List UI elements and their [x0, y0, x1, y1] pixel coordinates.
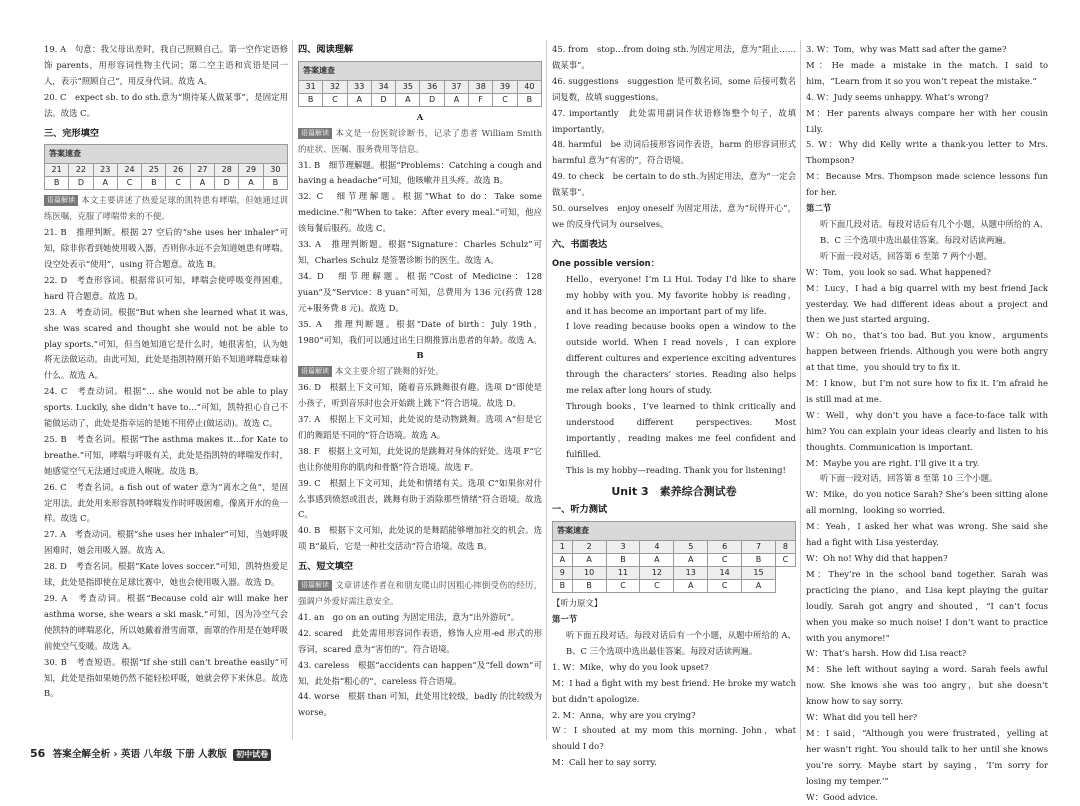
section-title-fill-blank: 五、短文填空 — [298, 561, 354, 573]
column-3 — [552, 42, 796, 771]
dialogue-line: M：I said，“Although you were frustrated，yelling at her wasn’t right. You should talk to her until she knows you’re sorry. Maybe start by saying，‘I’m sorry for losing my temper.’” — [806, 727, 1048, 786]
table-title: 答案速查 — [553, 522, 796, 541]
question-number: 32 — [323, 80, 347, 93]
dialogue-line: M：Lucy，I had a big quarrel with my best friend Jack yesterday. We had different ideas about a project and then we just started arguing. — [806, 282, 1048, 325]
page-number: 56 — [30, 747, 46, 760]
answer-cell: A — [572, 554, 606, 567]
question-number: 7 — [742, 541, 776, 554]
question-number: 15 — [742, 567, 776, 580]
answer-cell: C — [606, 580, 640, 593]
question-number: 10 — [572, 567, 606, 580]
question-number: 11 — [606, 567, 640, 580]
listening-original-label: 【听力原文】 — [552, 598, 603, 609]
essay-paragraph: This is my hobby—reading. Thank you for listening! — [566, 464, 786, 475]
answer-cell: A — [444, 93, 468, 106]
essay-label: One possible version： — [552, 257, 659, 268]
answer-cell: B — [263, 177, 287, 190]
answer-item: 43. careless 根据“accidents can happen”及“fell down”可知，此处指“粗心的”，careless 符合语境。 — [298, 659, 542, 686]
answer-cell: A — [239, 177, 263, 190]
answer-item: 38. F 根据上文可知，此处说的是跳舞对身体的好处。选项 F“它也让你使用你的肌肉和骨骼”符合语境。故选 F。 — [298, 445, 542, 472]
answer-cell: B — [45, 177, 69, 190]
answer-item: 45. from stop…from doing sth.为固定用法，意为“阻止……做某事”。 — [552, 44, 796, 70]
answer-cell: C — [117, 177, 141, 190]
passage-summary: 语篇解读 本文主要介绍了跳舞的好处。 — [298, 364, 542, 380]
dialogue-line: W：What did you tell her? — [806, 712, 918, 723]
answer-cell: C — [708, 580, 742, 593]
answer-cell: B — [742, 554, 776, 567]
dialogue-line: M：Her parents always compare her with her cousin Lily. — [806, 107, 1048, 134]
section-title-reading: 四、阅读理解 — [298, 44, 354, 55]
answer-cell: F — [469, 93, 493, 106]
essay-paragraph: Hello，everyone! I’m Li Hui. Today I’d like to share my hobby with you. My favorite hobby is reading，and it has become an important part of my life. — [566, 273, 796, 316]
answer-cell: C — [493, 93, 517, 106]
answer-cell: C — [775, 554, 795, 567]
table-title: 答案速查 — [299, 61, 542, 80]
answer-item: 30. B 考查短语。根据“If she still can’t breathe easily”可知，此处是指如果她仍然不能轻松呼吸，她就会停下来休息。故选 B。 — [44, 656, 288, 699]
answer-item: 27. A 考查动词。根据“she uses her inhaler”可知，当她呼吸困难时，她会用吸入器。故选 A。 — [44, 529, 288, 556]
column-divider — [292, 40, 293, 740]
dialogue-line: W：Good advice. — [806, 791, 878, 802]
dialogue-line: 4. W：Judy seems unhappy. What’s wrong? — [806, 91, 989, 102]
dialogue-line: 5. W：Why did Kelly write a thank-you letter to Mrs. Thompson? — [806, 139, 1048, 166]
answer-item: 19. A 句意：我父母出差时，我自己照顾自己。第一空作定语修饰 parents，用形容词性物主代词；第二空主语和宾语是同一人，表示“照顾自己”，用反身代词。故选 A。 — [44, 44, 288, 86]
dialogue-line: W：Tom，you look so sad. What happened? — [806, 266, 991, 277]
column-1 — [44, 42, 288, 702]
instruction: 听下面五段对话。每段对话后有一个小题，从题中所给的 A、B、C 三个选项中选出最佳答案。每段对话读两遍。 — [566, 630, 796, 656]
answer-item: 28. D 考查名词。根据“Kate loves soccer.”可知，凯特热爱足球，此处是指即使在足球比赛中，她也会使用吸入器。故选 D。 — [44, 561, 288, 588]
dialogue-line: 3. W：Tom，why was Matt sad after the game? — [806, 44, 1007, 54]
answer-cell: A — [674, 580, 708, 593]
passage-label-a: A — [416, 111, 424, 122]
question-number: 21 — [45, 164, 69, 177]
part-label: 第二节 — [806, 203, 832, 214]
answer-item: 47. importantly 此处需用副词作状语修饰整个句子，故填 importantly。 — [552, 107, 796, 134]
answer-cell: C — [323, 93, 347, 106]
column-2 — [298, 42, 542, 721]
answer-item: 36. D 根据上下文可知，随着音乐跳舞很有趣。选项 D“即使是小孩子，听到音乐时也会开始跳上跳下”符合语境。故选 D。 — [298, 382, 542, 409]
answer-cell: B — [606, 554, 640, 567]
summary-tag: 语篇解读 — [44, 195, 78, 206]
question-number: 4 — [640, 541, 674, 554]
answer-cell: C — [640, 580, 674, 593]
question-number: 29 — [239, 164, 263, 177]
dialogue-line: W：I shouted at my mom this morning. John，what should I do? — [552, 725, 796, 752]
answer-item: 42. scared 此处需用形容词作表语，修饰人应用-ed 形式的形容词，scared 意为“害怕的”，符合语境。 — [298, 627, 542, 654]
answer-cell: A — [742, 580, 776, 593]
section-title-cloze: 三、完形填空 — [44, 127, 100, 139]
question-number: 28 — [215, 164, 239, 177]
answer-cell: A — [640, 554, 674, 567]
question-number: 14 — [708, 567, 742, 580]
page-footer: 56 答案全解全析 › 英语 八年级 下册 人教版 初中试卷 — [30, 746, 271, 761]
question-number: 40 — [517, 80, 541, 93]
answer-quick-check-table — [44, 144, 288, 190]
footer-term: 下册 — [175, 749, 195, 760]
instruction: 听下面一段对话，回答第 8 至第 10 三个小题。 — [820, 473, 998, 484]
passage-summary: 语篇解读 文章讲述作者在和朋友爬山时因粗心摔倒受伤的经历，强调户外爱好需注意安全。 — [298, 580, 542, 606]
dialogue-line: W：Oh no，that’s too bad. But you know，arguments happen between friends. Although you were both angry at that time，you should try to fix it. — [806, 330, 1048, 373]
column-divider — [800, 40, 801, 740]
answer-cell: D — [420, 93, 444, 106]
answer-item: 40. B 根据下文可知，此处说的是舞蹈能够增加社交的机会。选项 B“最后，它是一种社交活动”符合语境。故选 B。 — [298, 525, 542, 552]
dialogue-line: M：He made a mistake in the match. I said to him，“Learn from it so you won’t repeat the mistake.” — [806, 59, 1048, 86]
question-number: 24 — [117, 164, 141, 177]
answer-cell: A — [674, 554, 708, 567]
footer-edition: 人教版 — [198, 749, 227, 760]
column-4 — [806, 42, 1048, 806]
answer-item: 50. ourselves enjoy oneself 为固定用法，意为“玩得开心”，we 的反身代词为 ourselves。 — [552, 203, 796, 229]
answer-item: 24. C 考查动词。根据“… she would not be able to play sports. Luckily, she didn’t have to…”可知，凯特担心自己不能做运动了，此处是指幸运的是她不用停止(做运动)。故选 C。 — [44, 386, 288, 429]
question-number: 25 — [142, 164, 166, 177]
question-number: 5 — [674, 541, 708, 554]
question-number: 36 — [420, 80, 444, 93]
answer-cell: B — [572, 580, 606, 593]
book-title: 答案全解全析 — [52, 749, 111, 760]
essay-paragraph: I love reading because books open a window to the outside world. When I read novels，I can explore different cultures and experience exciting adventures through the characters’ stories. Reading also helps me relax after long hours of study. — [566, 321, 796, 396]
summary-tag: 语篇解读 — [298, 366, 332, 377]
question-number: 30 — [263, 164, 287, 177]
answer-quick-check-table — [552, 521, 796, 593]
dialogue-line: M：Call her to say sorry. — [552, 757, 657, 768]
column-divider — [546, 40, 547, 740]
answer-item: 32. C 细节理解题。根据“What to do：Take some medicine.”和“When to take：After every meal.”可知，他应该每餐后服药。故选 C。 — [298, 191, 542, 234]
question-number: 23 — [93, 164, 117, 177]
answer-cell: B — [517, 93, 541, 106]
answer-item: 22. D 考查形容词。根据常识可知，哮喘会使呼吸变得困难，hard 符合题意。故选 D。 — [44, 274, 288, 301]
passage-label-b: B — [416, 350, 424, 361]
answer-cell: A — [553, 554, 573, 567]
dialogue-line: M：Because Mrs. Thompson made science lessons fun for her. — [806, 171, 1048, 198]
footer-grade: 八年级 — [143, 749, 173, 760]
answer-cell: C — [708, 554, 742, 567]
dialogue-line: M：She left without saying a word. Sarah feels awful now. She knows she was too angry，but she doesn’t know how to say sorry. — [806, 664, 1048, 707]
answer-item: 25. B 考查名词。根据“The asthma makes it…for Kate to breathe.”可知，哮喘与呼吸有关，此处是指凯特的哮喘发作时，她感觉空气无法通过或进入喉咙。故选 B。 — [44, 433, 288, 476]
question-number: 22 — [69, 164, 93, 177]
question-number: 33 — [347, 80, 371, 93]
question-number: 3 — [606, 541, 640, 554]
passage-summary: 语篇解读 本文主要讲述了热爱足球的凯特患有哮喘，但她通过训练医嘱，克服了哮喘带来的不便。 — [44, 195, 288, 222]
dialogue-line: W：That’s harsh. How did Lisa react? — [806, 648, 967, 659]
answer-cell: A — [190, 177, 214, 190]
footer-badge: 初中试卷 — [233, 749, 271, 761]
question-number: 27 — [190, 164, 214, 177]
question-number: 8 — [775, 541, 795, 554]
answer-item: 21. B 推理判断。根据 27 空后的“she uses her inhaler”可知，除非你看到她使用吸入器，否则你永远不会知道她患有哮喘。设空处表示“使用”，using 符合题意。故选 B。 — [44, 227, 288, 269]
question-number: 37 — [444, 80, 468, 93]
answer-item: 49. to check be certain to do sth.为固定用法，意为“一定会做某事”。 — [552, 171, 796, 198]
answer-item: 29. A 考查动词。根据“Because cold air will make her asthma worse, she wears a ski mask.”可知，因为冷空气会使凯特的哮喘恶化，所以她戴着滑雪面罩，面罩的作用是在她呼吸前使空气变暖。故选 A。 — [44, 593, 288, 651]
question-number: 39 — [493, 80, 517, 93]
dialogue-line: W：Oh no! Why did that happen? — [806, 553, 948, 563]
summary-tag: 语篇解读 — [298, 128, 332, 139]
section-title-listening: 一、听力测试 — [552, 504, 608, 516]
answer-item: 41. an go on an outing 为固定用法，意为“出外游玩”。 — [298, 611, 520, 622]
answer-item: 44. worse 根据 than 可知，此处用比较级，badly 的比较级为 worse。 — [298, 691, 542, 718]
answer-cell: C — [166, 177, 190, 190]
section-title-writing: 六、书面表达 — [552, 238, 608, 250]
question-number: 34 — [371, 80, 395, 93]
instruction: 听下面几段对话。每段对话后有几个小题，从题中所给的 A、B、C 三个选项中选出最佳答案。每段对话读两遍。 — [820, 218, 1048, 245]
question-number: 13 — [674, 567, 708, 580]
answer-item: 34. D 细节理解题。根据“Cost of Medicine：128 yuan”及“Service：8 yuan”可知，总费用为 136 元(药费 128 元+服务费 8 元)。故选 D。 — [298, 270, 542, 313]
answer-cell: B — [142, 177, 166, 190]
answer-item: 33. A 推理判断题。根据“Signature：Charles Schulz”可知，Charles Schulz 是签署诊断书的医生。故选 A。 — [298, 239, 542, 265]
part-label: 第一节 — [552, 614, 578, 625]
question-number: 2 — [572, 541, 606, 554]
question-number: 9 — [553, 567, 573, 580]
dialogue-line: W：Well，why don’t you have a face-to-face talk with him? You can explain your ideas clearly and listen to his thoughts. Communication is important. — [806, 409, 1048, 452]
dialogue-line: W：Mike，do you notice Sarah? She’s been sitting alone all morning，looking so worried. — [806, 489, 1048, 516]
dialogue-line: 1. W：Mike，why do you look upset? — [552, 661, 709, 672]
answer-cell: A — [93, 177, 117, 190]
table-title: 答案速查 — [45, 145, 288, 164]
dialogue-line: M：They’re in the school band together. Sarah was practicing the piano，and Lisa kept playing the guitar loudly. Sarah got angry and shouted，“I can’t focus when you make so much noise! I don’t want to practice with you anymore!” — [806, 568, 1048, 643]
question-number: 31 — [299, 80, 323, 93]
answer-cell: D — [69, 177, 93, 190]
answer-item: 46. suggestions suggestion 是可数名词，some 后接可数名词复数，故填 suggestions。 — [552, 75, 796, 102]
answer-item: 39. C 根据上下文可知，此处和情绪有关。选项 C“如果你对什么事感到愤怒或沮丧，跳舞有助于消除那些情绪”符合语境。故选 C。 — [298, 477, 542, 520]
dialogue-line: M：Yeah，I asked her what was wrong. She said she had a fight with Lisa yesterday. — [806, 521, 1048, 548]
answer-item: 48. harmful be 动词后接形容词作表语，harm 的形容词形式 harmful 意为“有害的”，符合语境。 — [552, 139, 796, 166]
dialogue-line: M：I had a fight with my best friend. He broke my watch but didn’t apologize. — [552, 677, 796, 704]
footer-subject: 英语 — [120, 749, 141, 760]
question-number: 6 — [708, 541, 742, 554]
answer-item: 23. A 考查动词。根据“But when she learned what it was, she was scared and thought she would not be able to play sports.”可知，但当她知道它是什么时，她很害怕，认为她将无法做运动。由此可知，此处是指凯特刚开始不知道哮喘意味着什么。故选 A。 — [44, 306, 288, 381]
answer-cell: D — [215, 177, 239, 190]
answer-cell: B — [299, 93, 323, 106]
answer-item: 31. B 细节理解题。根据“Problems：Catching a cough and having a headache”可知，他咳嗽并且头疼。故选 B。 — [298, 159, 542, 186]
answer-item: 20. C expect sb. to do sth.意为“期待某人做某事”，是固定用法。故选 C。 — [44, 91, 288, 118]
dialogue-line: M：Maybe you are right. I’ll give it a try. — [806, 457, 980, 468]
passage-summary: 语篇解读 本文是一份医院诊断书，记录了患者 William Smith 的症状、医嘱、服务费用等信息。 — [298, 127, 542, 154]
answer-item: 26. C 考查名词。a fish out of water 意为“离水之鱼”，是固定用法。此处用来形容凯特哮喘发作时呼吸困难，像离开水的鱼一样。故选 C。 — [44, 481, 288, 524]
answer-item: 35. A 推理判断题。根据“Date of birth：July 19th，1980”可知，我们可以通过出生日期推算出患者的年龄。故选 A。 — [298, 318, 542, 345]
question-number: 26 — [166, 164, 190, 177]
unit-title: Unit 3 素养综合测试卷 — [611, 485, 737, 499]
answer-cell: A — [347, 93, 371, 106]
dialogue-line: M：I know，but I’m not sure how to fix it. I’m afraid he is still mad at me. — [806, 378, 1048, 404]
instruction: 听下面一段对话，回答第 6 至第 7 两个小题。 — [820, 250, 993, 261]
question-number: 35 — [396, 80, 420, 93]
answer-cell: A — [396, 93, 420, 106]
question-number: 1 — [553, 541, 573, 554]
essay-paragraph: Through books，I’ve learned to think critically and understood different perspectives. Most importantly，reading makes me feel confident and fulfilled. — [566, 400, 796, 459]
answer-cell: B — [553, 580, 573, 593]
question-number: 38 — [469, 80, 493, 93]
question-number: 12 — [640, 567, 674, 580]
dialogue-line: 2. M：Anna，why are you crying? — [552, 709, 696, 720]
answer-quick-check-table — [298, 61, 542, 107]
answer-item: 37. A 根据上下文可知，此处说的是动物跳舞。选项 A“但是它们的舞蹈是不同的”符合语境。故选 A。 — [298, 414, 542, 440]
answer-cell: D — [371, 93, 395, 106]
summary-tag: 语篇解读 — [298, 580, 332, 591]
